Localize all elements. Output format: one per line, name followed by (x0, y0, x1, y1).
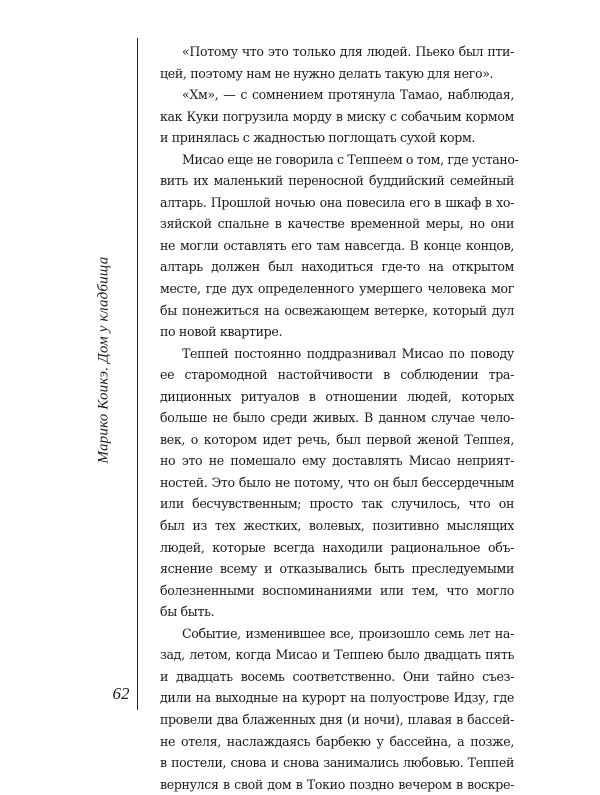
margin-rule (137, 38, 138, 710)
text-line: ностей. Это было не потому, что он был бессердечным (160, 474, 514, 490)
text-line: дили на выходные на курорт на полуострове Идзу, где (160, 690, 514, 706)
text-line: «Хм», — с сомнением протянула Тамао, наблюдая, (182, 87, 514, 103)
text-line: Событие, изменившее все, произошло семь лет на- (182, 625, 514, 641)
text-line: вернулся в свой дом в Токио поздно вечером в воскре- (160, 776, 514, 792)
running-title: Марико Коикэ. Дом у кладбища (95, 256, 112, 464)
text-line: диционных ритуалов в отношении людей, которых (160, 388, 514, 404)
text-line: ее старомодной настойчивости в соблюдении тра- (160, 367, 514, 383)
text-line: был из тех жестких, волевых, позитивно мыслящих (160, 518, 514, 534)
text-line: вить их маленький переносной буддийский семейный (160, 173, 514, 189)
text-line: и двадцать восемь соответственно. Они тайно съез- (160, 668, 514, 684)
text-line: бы быть. (160, 604, 215, 620)
text-line: но это не помешало ему доставлять Мисао неприят- (160, 453, 514, 469)
text-line: зад, летом, когда Мисао и Теппею было двадцать пять (160, 647, 514, 663)
text-line: и принялась с жадностью поглощать сухой корм. (160, 130, 476, 146)
text-line: не могли оставлять его там навсегда. В конце концов, (160, 237, 514, 253)
text-line: цей, поэтому нам не нужно делать такую для него». (160, 65, 494, 81)
body-text (160, 41, 519, 795)
text-line: бы понежиться на освежающем ветерке, который дул (160, 302, 514, 318)
text-line: провели два блаженных дня (и ночи), плавая в бассей- (160, 711, 514, 727)
text-line: зяйской спальне в качестве временной меры, но они (160, 216, 514, 232)
text-line: болезненными воспоминаниями или тем, что могло (160, 582, 514, 598)
page-number: 62 (112, 684, 130, 703)
text-line: в постели, снова и снова занимались любовью. Теппей (160, 755, 514, 771)
text-line: Мисао еще не говорила с Теппеем о том, где устано- (182, 151, 519, 167)
text-line: людей, которые всегда находили рациональное объ- (160, 539, 514, 555)
text-line: не отеля, наслаждаясь барбекю у бассейна, а позже, (160, 733, 514, 749)
text-line: яснение всему и отказывались быть преследуемыми (160, 561, 514, 577)
text-line: Теппей постоянно поддразнивал Мисао по поводу (182, 345, 514, 361)
text-line: больше не было среди живых. В данном случае чело- (160, 410, 514, 426)
text-line: алтарь должен был находиться где-то на открытом (160, 259, 514, 275)
text-line: век, о котором идет речь, был первой женой Теппея, (160, 431, 514, 447)
text-line: как Куки погрузила морду в миску с собачьим кормом (160, 108, 514, 124)
text-line: алтарь. Прошлой ночью она повесила его в шкаф в хо- (160, 194, 514, 210)
text-line: по новой квартире. (160, 324, 283, 340)
text-line: или бесчувственным; просто так случилось, что он (160, 496, 514, 512)
text-line: «Потому что это только для людей. Пьеко был пти- (182, 44, 514, 59)
text-line: месте, где дух определенного умершего человека мог (160, 281, 514, 297)
